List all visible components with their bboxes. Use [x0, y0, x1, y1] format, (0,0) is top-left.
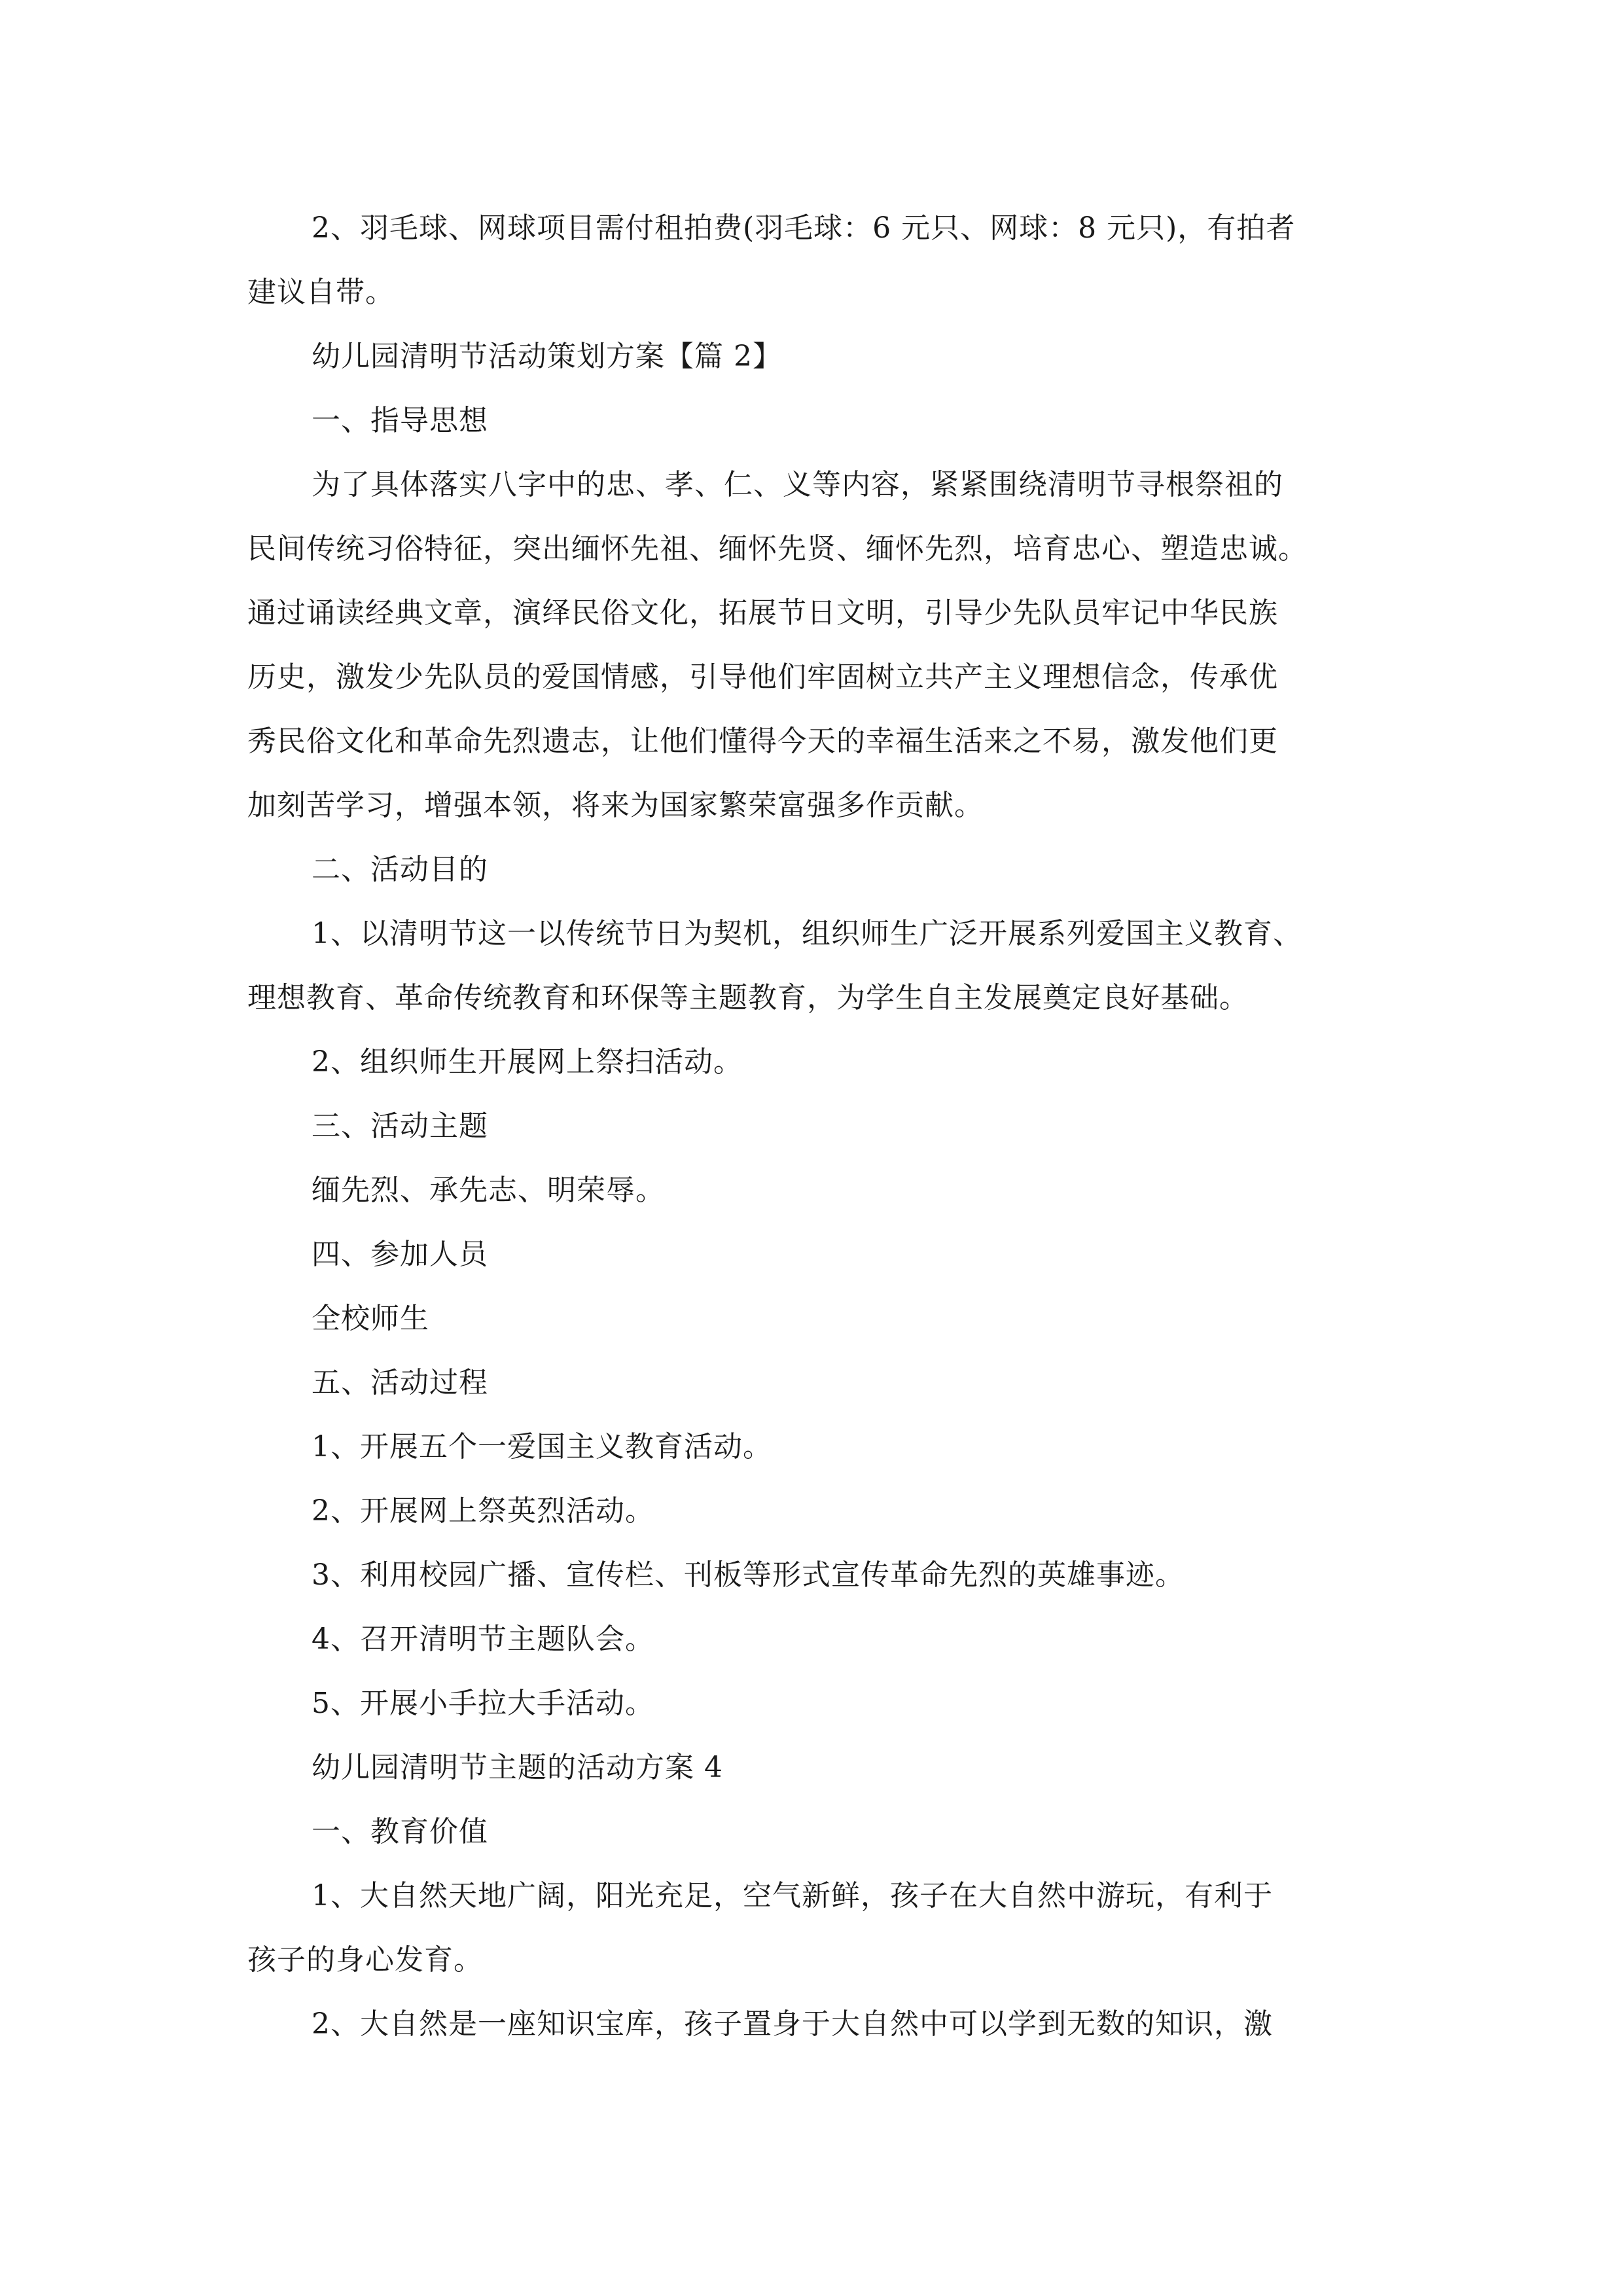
text-line: 2、羽毛球、网球项目需付租拍费(羽毛球：6 元只、网球：8 元只)，有拍者 — [312, 211, 1296, 245]
text-line: 理想教育、革命传统教育和环保等主题教育，为学生自主发展奠定良好基础。 — [247, 981, 1249, 1014]
text-line: 1、大自然天地广阔，阳光充足，空气新鲜，孩子在大自然中游玩，有利于 — [312, 1879, 1273, 1912]
text-line: 加刻苦学习，增强本领，将来为国家繁荣富强多作贡献。 — [247, 789, 984, 822]
section-heading: 五、活动过程 — [312, 1366, 488, 1399]
text-line: 建议自带。 — [247, 276, 395, 309]
text-line: 民间传统习俗特征，突出缅怀先祖、缅怀先贤、缅怀先烈，培育忠心、塑造忠诚。 — [247, 532, 1308, 565]
text-line: 缅先烈、承先志、明荣辱。 — [312, 1174, 665, 1207]
section-heading: 三、活动主题 — [312, 1109, 488, 1143]
section-heading: 四、参加人员 — [312, 1238, 488, 1271]
text-line: 为了具体落实八字中的忠、孝、仁、义等内容，紧紧围绕清明节寻根祭祖的 — [312, 468, 1283, 501]
text-line: 1、开展五个一爱国主义教育活动。 — [312, 1430, 772, 1463]
text-line: 秀民俗文化和革命先烈遗志，让他们懂得今天的幸福生活来之不易，激发他们更 — [247, 725, 1278, 758]
section-heading: 一、指导思想 — [312, 404, 488, 437]
section-heading: 二、活动目的 — [312, 853, 488, 886]
text-line: 3、利用校园广播、宣传栏、刊板等形式宣传革命先烈的英雄事迹。 — [312, 1558, 1185, 1592]
text-line: 1、以清明节这一以传统节日为契机，组织师生广泛开展系列爱国主义教育、 — [312, 917, 1302, 950]
text-line: 孩子的身心发育。 — [247, 1943, 483, 1977]
section-heading: 幼儿园清明节活动策划方案【篇 2】 — [312, 340, 782, 373]
section-heading: 幼儿园清明节主题的活动方案 4 — [312, 1751, 723, 1784]
text-line: 历史，激发少先队员的爱国情感，引导他们牢固树立共产主义理想信念，传承优 — [247, 660, 1278, 694]
text-line: 2、大自然是一座知识宝库，孩子置身于大自然中可以学到无数的知识，激 — [312, 2007, 1273, 2041]
text-line: 5、开展小手拉大手活动。 — [312, 1687, 654, 1720]
text-line: 2、开展网上祭英烈活动。 — [312, 1494, 654, 1528]
section-heading: 一、教育价值 — [312, 1815, 488, 1848]
text-line: 2、组织师生开展网上祭扫活动。 — [312, 1045, 743, 1079]
text-line: 全校师生 — [312, 1302, 429, 1335]
text-line: 4、召开清明节主题队会。 — [312, 1623, 654, 1656]
text-line: 通过诵读经典文章，演绎民俗文化，拓展节日文明，引导少先队员牢记中华民族 — [247, 596, 1278, 630]
